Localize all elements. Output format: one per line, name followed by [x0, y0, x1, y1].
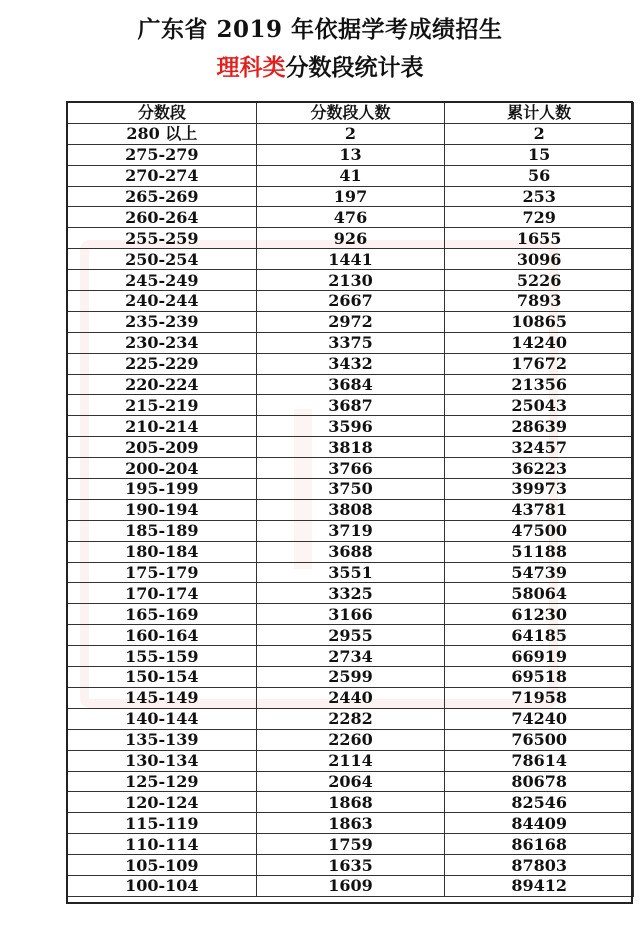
cell-score-range: 185-189: [68, 520, 257, 541]
cell-cumulative: 71958: [445, 687, 634, 708]
table-row: [68, 458, 634, 479]
table-row: [68, 771, 634, 792]
table-row: [68, 228, 634, 249]
cell-cumulative: 36223: [445, 458, 634, 479]
cell-score-range: 140-144: [68, 708, 257, 729]
cell-cumulative: 89412: [445, 875, 634, 896]
cell-count: 2955: [256, 625, 445, 646]
cell-score-range: 200-204: [68, 458, 257, 479]
cell-cumulative: 66919: [445, 646, 634, 667]
table-row: [68, 604, 634, 625]
table-row: [68, 207, 634, 228]
header-score-range: 分数段: [68, 103, 257, 124]
cell-count: 2599: [256, 667, 445, 688]
cell-count: 3688: [256, 541, 445, 562]
table-row: [68, 332, 634, 353]
cell-score-range: 170-174: [68, 583, 257, 604]
cell-count: 3719: [256, 520, 445, 541]
cell-cumulative: 43781: [445, 499, 634, 520]
cell-score-range: 125-129: [68, 771, 257, 792]
cell-count: 2734: [256, 646, 445, 667]
cell-cumulative: 64185: [445, 625, 634, 646]
cell-cumulative: 58064: [445, 583, 634, 604]
table-row: [68, 123, 634, 144]
table-row: [68, 249, 634, 270]
table-row: [68, 437, 634, 458]
cell-score-range: 265-269: [68, 186, 257, 207]
cell-cumulative: 39973: [445, 479, 634, 500]
cell-count: 3818: [256, 437, 445, 458]
table-row: [68, 625, 634, 646]
table-row: [68, 270, 634, 291]
cell-count: 3325: [256, 583, 445, 604]
cell-count: 3551: [256, 562, 445, 583]
cell-cumulative: 5226: [445, 270, 634, 291]
cell-count: 13: [256, 144, 445, 165]
cell-count: 1759: [256, 834, 445, 855]
cell-score-range: 275-279: [68, 144, 257, 165]
table-row: [68, 875, 634, 896]
cell-cumulative: 21356: [445, 374, 634, 395]
cell-count: 197: [256, 186, 445, 207]
table-row: [68, 729, 634, 750]
cell-cumulative: 10865: [445, 311, 634, 332]
cell-score-range: 260-264: [68, 207, 257, 228]
cell-count: 3808: [256, 499, 445, 520]
cell-count: 3687: [256, 395, 445, 416]
cell-score-range: 195-199: [68, 479, 257, 500]
cell-score-range: 155-159: [68, 646, 257, 667]
cell-cumulative: 7893: [445, 291, 634, 312]
cell-cumulative: 61230: [445, 604, 634, 625]
cell-count: 1863: [256, 813, 445, 834]
cell-score-range: 225-229: [68, 353, 257, 374]
cell-cumulative: 253: [445, 186, 634, 207]
table-row: [68, 687, 634, 708]
cell-score-range: 165-169: [68, 604, 257, 625]
cell-count: 3750: [256, 479, 445, 500]
cell-count: 3596: [256, 416, 445, 437]
table-row: [68, 479, 634, 500]
cell-cumulative: 76500: [445, 729, 634, 750]
cell-score-range: 270-274: [68, 165, 257, 186]
table-row: [68, 667, 634, 688]
cell-cumulative: 28639: [445, 416, 634, 437]
page-title: [0, 14, 640, 84]
cell-count: 3766: [256, 458, 445, 479]
table-header-row: [68, 103, 634, 124]
cell-cumulative: 17672: [445, 353, 634, 374]
table-row: [68, 541, 634, 562]
cell-score-range: 135-139: [68, 729, 257, 750]
cell-cumulative: 84409: [445, 813, 634, 834]
table-row: [68, 646, 634, 667]
cell-score-range: 175-179: [68, 562, 257, 583]
cell-score-range: 130-134: [68, 750, 257, 771]
cell-score-range: 255-259: [68, 228, 257, 249]
title-line-1: 广东省 2019 年依据学考成绩招生: [137, 16, 503, 43]
header-count: 分数段人数: [256, 103, 445, 124]
cell-cumulative: 14240: [445, 332, 634, 353]
cell-count: 2972: [256, 311, 445, 332]
cell-cumulative: 2: [445, 123, 634, 144]
cell-count: 3432: [256, 353, 445, 374]
cell-score-range: 230-234: [68, 332, 257, 353]
cell-score-range: 150-154: [68, 667, 257, 688]
title-category: 理科类: [216, 54, 286, 81]
cell-cumulative: 1655: [445, 228, 634, 249]
cell-score-range: 210-214: [68, 416, 257, 437]
cell-score-range: 245-249: [68, 270, 257, 291]
cell-count: 2440: [256, 687, 445, 708]
cell-score-range: 100-104: [68, 875, 257, 896]
table-row: [68, 792, 634, 813]
table-row: [68, 186, 634, 207]
title-subtitle: 分数段统计表: [285, 54, 424, 81]
cell-cumulative: 3096: [445, 249, 634, 270]
cell-score-range: 215-219: [68, 395, 257, 416]
cell-cumulative: 56: [445, 165, 634, 186]
header-cumulative: 累计人数: [445, 103, 634, 124]
table-row: [68, 395, 634, 416]
cell-count: 1868: [256, 792, 445, 813]
cell-count: 2260: [256, 729, 445, 750]
table-row: [68, 520, 634, 541]
cell-count: 2064: [256, 771, 445, 792]
cell-score-range: 190-194: [68, 499, 257, 520]
table-row: [68, 165, 634, 186]
table-row: [68, 353, 634, 374]
cell-count: 1441: [256, 249, 445, 270]
cell-score-range: 145-149: [68, 687, 257, 708]
cell-cumulative: 86168: [445, 834, 634, 855]
cell-score-range: 160-164: [68, 625, 257, 646]
table-row: [68, 144, 634, 165]
cell-cumulative: 74240: [445, 708, 634, 729]
cell-count: 2130: [256, 270, 445, 291]
cell-count: 2114: [256, 750, 445, 771]
cell-count: 1635: [256, 855, 445, 876]
cell-cumulative: 78614: [445, 750, 634, 771]
cell-cumulative: 87803: [445, 855, 634, 876]
table-row: [68, 562, 634, 583]
table-row: [68, 374, 634, 395]
cell-count: 2282: [256, 708, 445, 729]
cell-score-range: 110-114: [68, 834, 257, 855]
table-row: [68, 499, 634, 520]
cell-score-range: 120-124: [68, 792, 257, 813]
cell-cumulative: 51188: [445, 541, 634, 562]
cell-count: 1609: [256, 875, 445, 896]
cell-cumulative: 25043: [445, 395, 634, 416]
cell-count: 41: [256, 165, 445, 186]
table-row: [68, 291, 634, 312]
table-body: [68, 123, 634, 896]
cell-score-range: 180-184: [68, 541, 257, 562]
cell-count: 3166: [256, 604, 445, 625]
cell-cumulative: 82546: [445, 792, 634, 813]
table-row: [68, 416, 634, 437]
table-row: [68, 855, 634, 876]
cell-count: 2: [256, 123, 445, 144]
table-row: [68, 311, 634, 332]
cell-score-range: 240-244: [68, 291, 257, 312]
cell-score-range: 115-119: [68, 813, 257, 834]
cell-count: 2667: [256, 291, 445, 312]
table-row: [68, 813, 634, 834]
cell-score-range: 220-224: [68, 374, 257, 395]
cell-cumulative: 80678: [445, 771, 634, 792]
cell-score-range: 250-254: [68, 249, 257, 270]
table-row: [68, 834, 634, 855]
cell-score-range: 205-209: [68, 437, 257, 458]
title-line-2: [0, 52, 640, 84]
cell-score-range: 235-239: [68, 311, 257, 332]
cell-cumulative: 15: [445, 144, 634, 165]
table-row: [68, 583, 634, 604]
cell-count: 3684: [256, 374, 445, 395]
table-row: [68, 708, 634, 729]
cell-count: 3375: [256, 332, 445, 353]
cell-cumulative: 729: [445, 207, 634, 228]
cell-count: 926: [256, 228, 445, 249]
table-row: [68, 750, 634, 771]
cell-count: 476: [256, 207, 445, 228]
cell-cumulative: 47500: [445, 520, 634, 541]
cell-score-range: 280 以上: [68, 123, 257, 144]
cell-score-range: 105-109: [68, 855, 257, 876]
cell-cumulative: 32457: [445, 437, 634, 458]
score-distribution-table: [67, 102, 634, 897]
cell-cumulative: 54739: [445, 562, 634, 583]
cell-cumulative: 69518: [445, 667, 634, 688]
